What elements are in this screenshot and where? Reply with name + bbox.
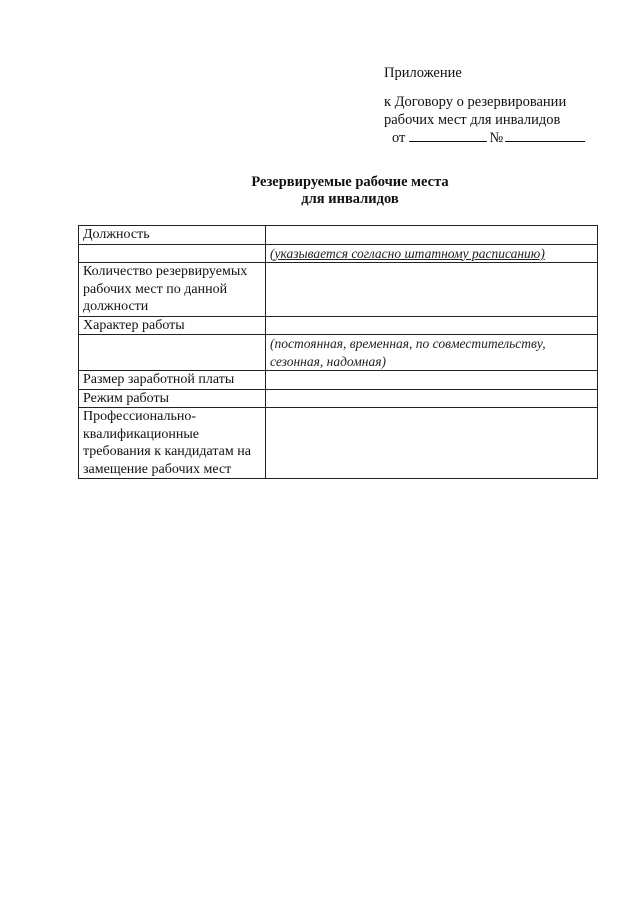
position-hint-cell: [266, 244, 598, 263]
number-blank: [505, 129, 585, 142]
appendix-date-number-line: [384, 129, 585, 147]
table-row: [79, 389, 598, 408]
empty-label-cell: [79, 335, 266, 371]
position-value-cell: [266, 226, 598, 245]
salary-label-cell: Размер заработной платы: [79, 371, 266, 390]
table-row: [79, 408, 598, 479]
appendix-block: [384, 64, 585, 147]
nature-hint-cell: (постоянная, временная, по совместительству, сезонная, надомная): [266, 335, 598, 371]
table-row: [79, 335, 598, 371]
empty-label-cell: [79, 244, 266, 263]
schedule-value-cell: [266, 389, 598, 408]
appendix-line-2: рабочих мест для инвалидов: [384, 112, 561, 128]
table-row: [79, 226, 598, 245]
nature-label-cell: Характер работы: [79, 316, 266, 335]
title-line-2: для инвалидов: [301, 191, 399, 207]
table-row: [79, 244, 598, 263]
quantity-value-cell: [266, 263, 598, 317]
table-row: [79, 316, 598, 335]
nature-value-cell: [266, 316, 598, 335]
requirements-label-cell: Профессионально-квалификационные требования к кандидатам на замещение рабочих мест: [79, 408, 266, 479]
appendix-line-1: к Договору о резервировании: [384, 94, 567, 110]
reserved-jobs-table: [78, 225, 598, 479]
number-label: №: [489, 130, 504, 146]
requirements-value-cell: [266, 408, 598, 479]
table-row: [79, 263, 598, 317]
position-hint: (указывается согласно штатному расписанию): [270, 245, 545, 261]
position-label-cell: Должность: [79, 226, 266, 245]
title-line-1: Резервируемые рабочие места: [251, 174, 449, 190]
date-blank: [409, 129, 487, 142]
schedule-label-cell: Режим работы: [79, 389, 266, 408]
from-label: от: [392, 130, 406, 146]
document-title: [0, 174, 640, 208]
quantity-label-cell: Количество резервируемых рабочих мест по данной должности: [79, 263, 266, 317]
table-row: [79, 371, 598, 390]
appendix-heading: Приложение: [384, 65, 462, 81]
salary-value-cell: [266, 371, 598, 390]
